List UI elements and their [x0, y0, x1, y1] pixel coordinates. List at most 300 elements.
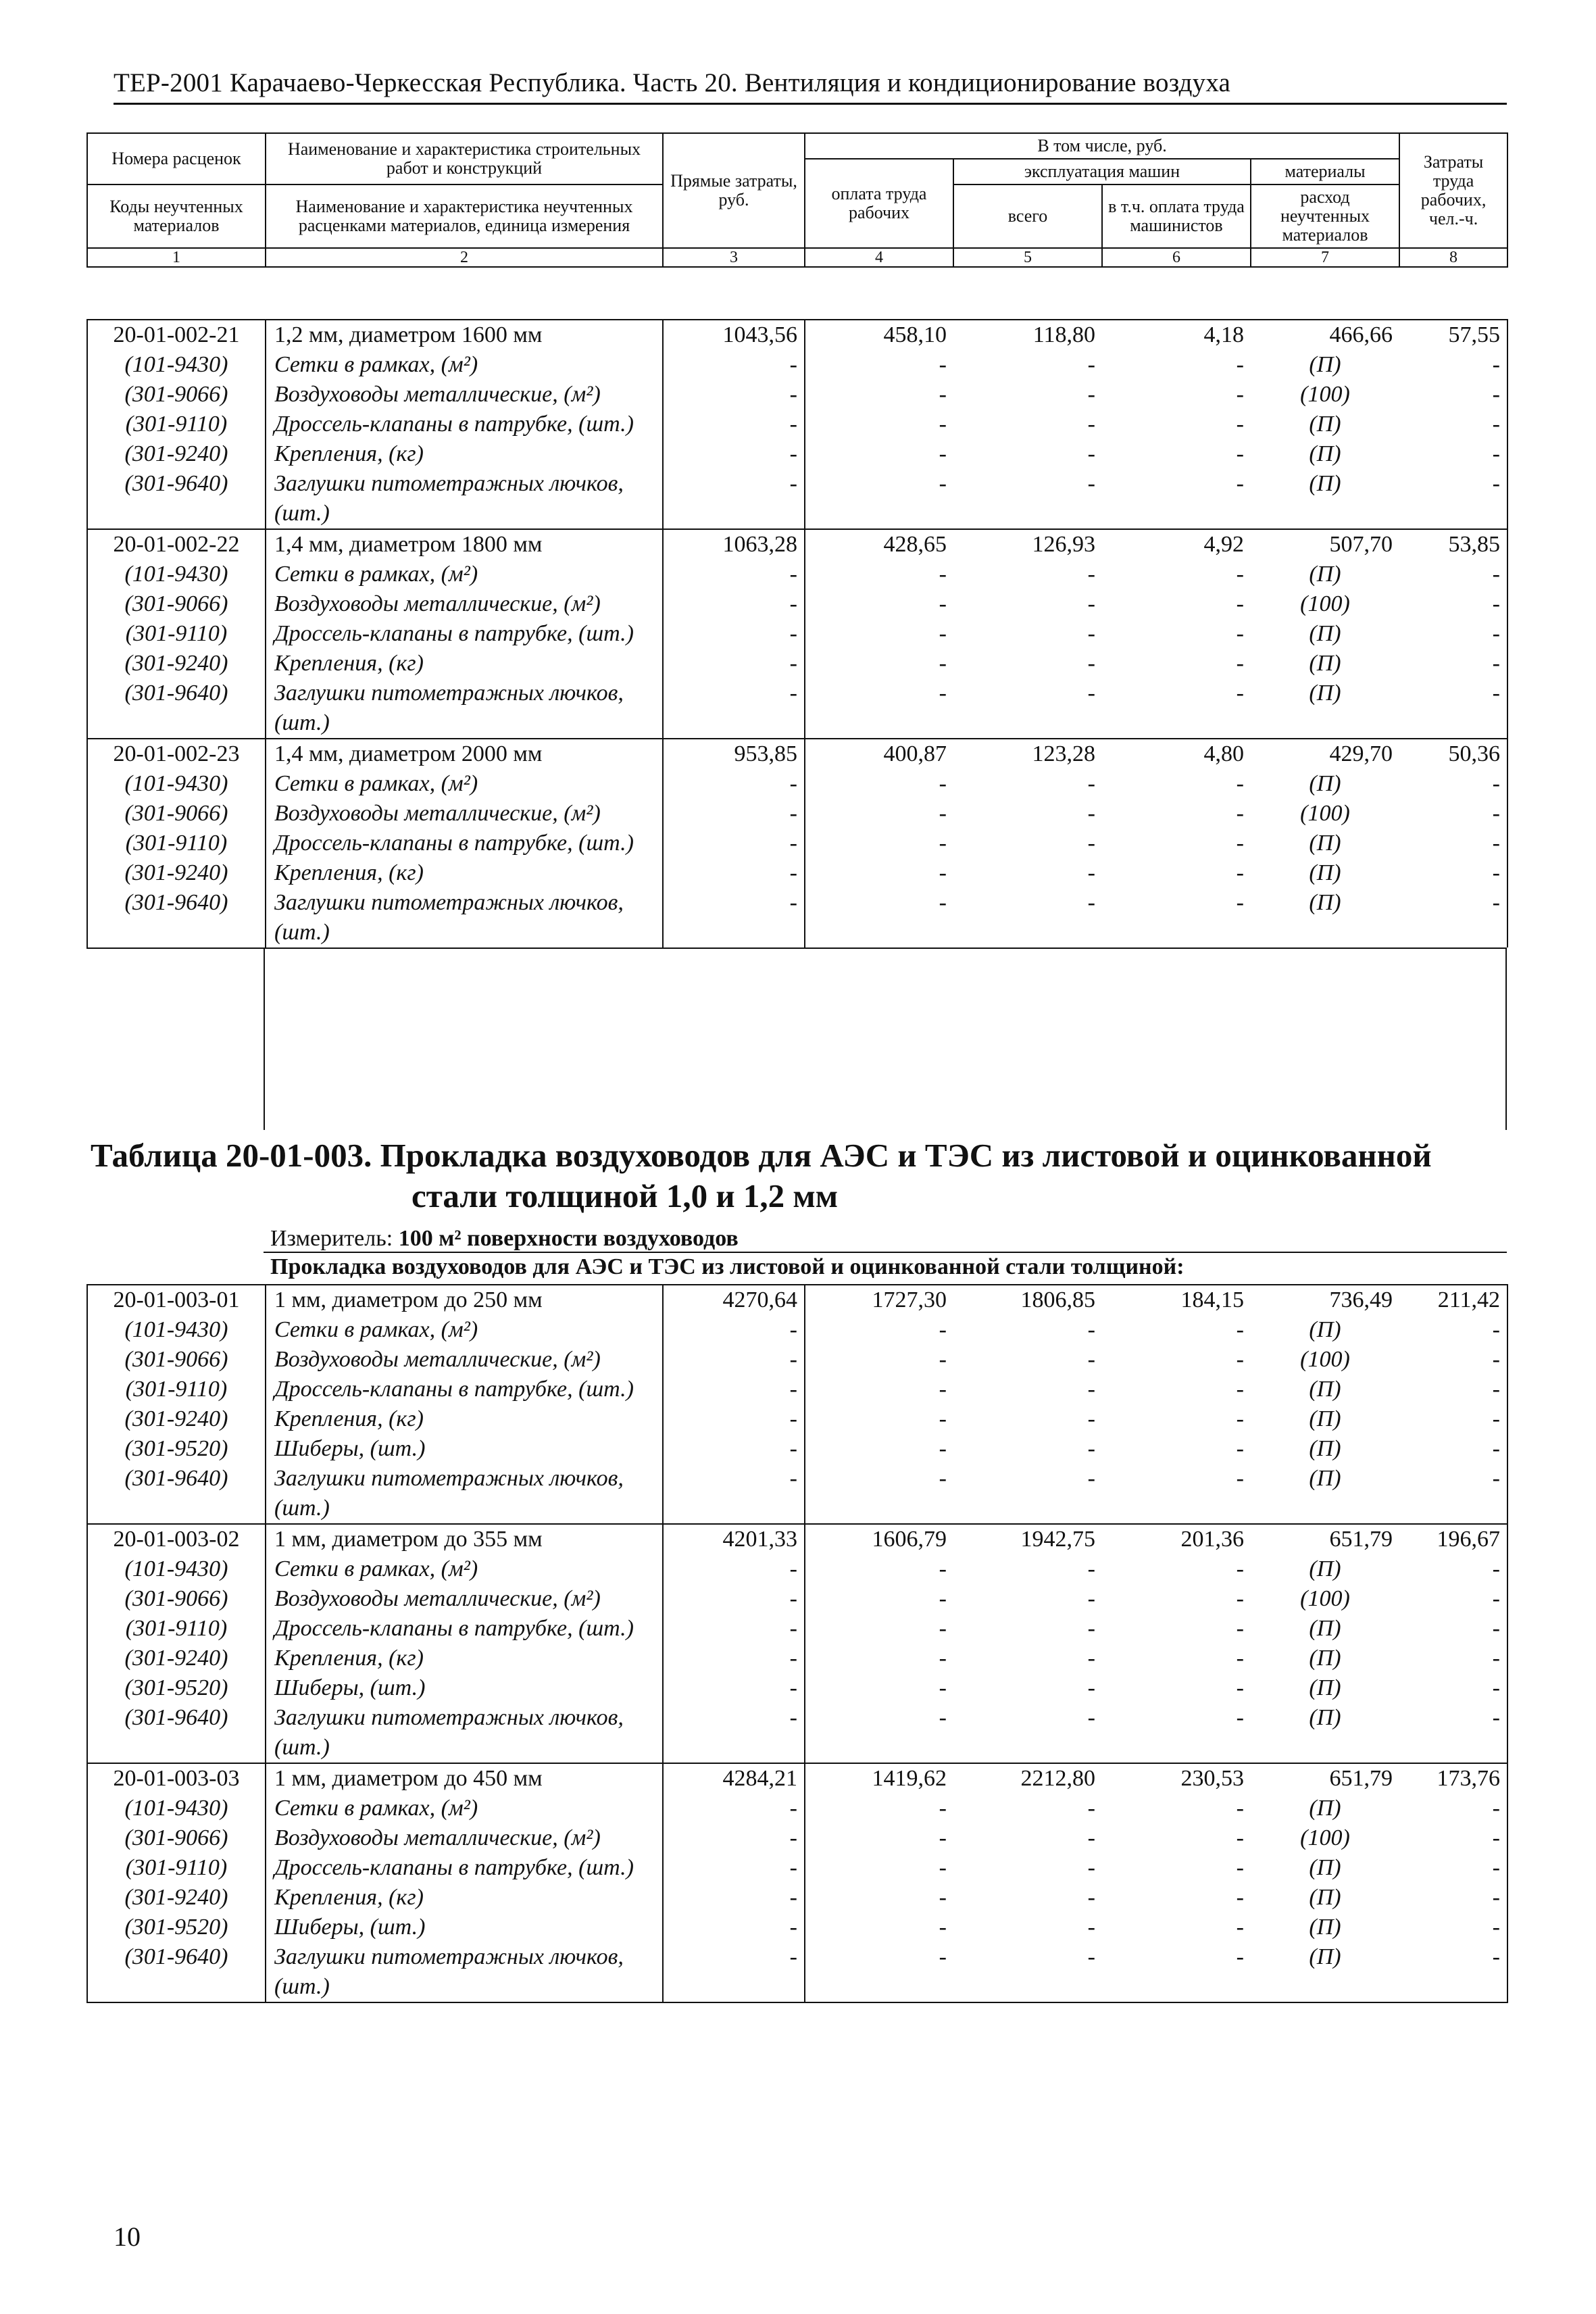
dash: - [1087, 382, 1095, 407]
material-code: (301-9640) [87, 888, 266, 947]
header-machines-total: всего [953, 184, 1102, 248]
dash: - [663, 1853, 805, 1883]
material-code: (301-9110) [87, 1614, 266, 1644]
material-consumption: (П) [1309, 1556, 1341, 1581]
material-row [87, 858, 1507, 888]
dash: - [939, 890, 947, 915]
dash: - [953, 1942, 1102, 2002]
material-row [87, 1614, 1507, 1644]
material-code: (101-9430) [87, 350, 266, 380]
dash: - [939, 1436, 947, 1461]
dash: - [663, 1823, 805, 1853]
material-code: (101-9430) [87, 1315, 266, 1345]
material-name: Заглушки питометражных лючков, (шт.) [266, 1464, 663, 1524]
table-frame-rule [1505, 947, 1507, 1130]
dash: - [805, 1942, 953, 2002]
dash: - [1399, 1673, 1507, 1703]
rate-name: 1 мм, диаметром до 355 мм [266, 1524, 663, 1554]
material-name: Воздуховоды металлические, (м²) [266, 799, 663, 829]
direct-costs: 1063,28 [663, 529, 805, 560]
machinist-pay: 4,80 [1102, 739, 1251, 769]
dash: - [663, 1375, 805, 1404]
dash: - [939, 801, 947, 826]
dash: - [1236, 1406, 1244, 1431]
direct-costs: 953,85 [663, 739, 805, 769]
dash: - [663, 799, 805, 829]
section-rule [264, 1252, 1507, 1253]
machinist-pay: 4,92 [1102, 529, 1251, 560]
direct-costs: 4270,64 [663, 1285, 805, 1315]
dash: - [1236, 591, 1244, 616]
labor-pay: 458,10 [805, 320, 953, 350]
material-row [87, 1823, 1507, 1853]
material-name: Шиберы, (шт.) [266, 1913, 663, 1942]
dash: - [663, 1673, 805, 1703]
material-consumption: (П) [1309, 1646, 1341, 1671]
dash: - [663, 858, 805, 888]
rate-code: 20-01-002-22 [87, 529, 266, 560]
dash: - [663, 1315, 805, 1345]
material-name: Крепления, (кг) [266, 649, 663, 679]
material-consumption: (П) [1309, 441, 1341, 466]
dash: - [663, 1614, 805, 1644]
dash: - [1236, 441, 1244, 466]
labor-hours: 57,55 [1399, 320, 1507, 350]
dash: - [1399, 410, 1507, 439]
material-row [87, 799, 1507, 829]
dash: - [1236, 1825, 1244, 1850]
rates-table-top [86, 319, 1508, 947]
material-code: (301-9066) [87, 1345, 266, 1375]
material-name: Воздуховоды металлические, (м²) [266, 589, 663, 619]
material-consumption: (П) [1309, 651, 1341, 676]
dash: - [1087, 562, 1095, 587]
material-consumption: (П) [1309, 1466, 1341, 1491]
material-name: Шиберы, (шт.) [266, 1673, 663, 1703]
dash: - [1087, 1347, 1095, 1372]
rate-code: 20-01-003-02 [87, 1524, 266, 1554]
dash: - [1399, 1404, 1507, 1434]
material-name: Шиберы, (шт.) [266, 1434, 663, 1464]
dash: - [939, 441, 947, 466]
dash: - [1399, 1434, 1507, 1464]
dash: - [663, 560, 805, 589]
material-row [87, 1673, 1507, 1703]
table-header [86, 132, 1508, 268]
dash: - [939, 651, 947, 676]
material-consumption: (100) [1300, 801, 1350, 826]
rate-code: 20-01-003-03 [87, 1763, 266, 1794]
dash: - [1087, 681, 1095, 706]
material-name: Дроссель-клапаны в патрубке, (шт.) [266, 1375, 663, 1404]
dash: - [1087, 890, 1095, 915]
dash: - [663, 888, 805, 947]
material-row [87, 1644, 1507, 1673]
dash: - [939, 352, 947, 377]
dash: - [1236, 860, 1244, 885]
materials-cost: 507,70 [1251, 529, 1399, 560]
dash: - [939, 771, 947, 796]
material-code: (301-9520) [87, 1434, 266, 1464]
material-row [87, 1584, 1507, 1614]
material-code: (301-9110) [87, 1375, 266, 1404]
meter-line [270, 1226, 739, 1252]
dash: - [1236, 1796, 1244, 1821]
material-consumption: (П) [1309, 1705, 1341, 1730]
material-code: (301-9240) [87, 1644, 266, 1673]
dash: - [939, 382, 947, 407]
dash: - [663, 1794, 805, 1823]
material-name: Воздуховоды металлические, (м²) [266, 1584, 663, 1614]
dash: - [1087, 1646, 1095, 1671]
material-name: Крепления, (кг) [266, 1644, 663, 1673]
material-code: (301-9640) [87, 1942, 266, 2002]
dash: - [663, 410, 805, 439]
machines-total: 2212,80 [953, 1763, 1102, 1794]
dash: - [1236, 831, 1244, 856]
dash: - [939, 1675, 947, 1700]
dash: - [1236, 382, 1244, 407]
material-consumption: (П) [1251, 1942, 1399, 2002]
dash: - [939, 1616, 947, 1641]
material-code: (301-9110) [87, 619, 266, 649]
dash: - [1087, 1915, 1095, 1940]
machinist-pay: 4,18 [1102, 320, 1251, 350]
dash: - [1236, 471, 1244, 496]
dash: - [1399, 858, 1507, 888]
rate-name: 1,4 мм, диаметром 1800 мм [266, 529, 663, 560]
materials-cost: 651,79 [1251, 1524, 1399, 1554]
dash: - [1399, 1315, 1507, 1345]
material-row [87, 1315, 1507, 1345]
table-frame-rule [86, 947, 1507, 949]
material-code: (101-9430) [87, 1554, 266, 1584]
header-number: 7 [1251, 248, 1399, 267]
dash: - [663, 1883, 805, 1913]
dash: - [1087, 1825, 1095, 1850]
dash: - [663, 469, 805, 529]
dash: - [663, 1703, 805, 1763]
material-row [87, 829, 1507, 858]
dash: - [939, 1406, 947, 1431]
dash: - [1399, 1644, 1507, 1673]
rate-row [87, 1524, 1507, 1554]
material-code: (301-9640) [87, 469, 266, 529]
dash: - [1399, 350, 1507, 380]
material-consumption: (П) [1309, 1317, 1341, 1342]
material-code: (301-9520) [87, 1913, 266, 1942]
dash: - [663, 1434, 805, 1464]
material-row [87, 560, 1507, 589]
dash: - [1087, 412, 1095, 437]
dash: - [1236, 1347, 1244, 1372]
dash: - [1236, 1675, 1244, 1700]
dash: - [1399, 1345, 1507, 1375]
dash: - [1399, 888, 1507, 947]
machines-total: 1806,85 [953, 1285, 1102, 1315]
dash: - [1087, 471, 1095, 496]
dash: - [939, 1646, 947, 1671]
dash: - [939, 1556, 947, 1581]
material-code: (301-9066) [87, 1823, 266, 1853]
dash: - [1236, 1436, 1244, 1461]
material-consumption: (100) [1300, 591, 1350, 616]
dash: - [1236, 1556, 1244, 1581]
material-consumption: (П) [1309, 771, 1341, 796]
header-machinist-pay: в т.ч. оплата труда машинистов [1102, 184, 1251, 248]
labor-pay: 1419,62 [805, 1763, 953, 1794]
dash: - [1236, 890, 1244, 915]
material-name: Заглушки питометражных лючков, (шт.) [266, 888, 663, 947]
dash: - [1236, 651, 1244, 676]
material-name: Заглушки питометражных лючков, (шт.) [266, 679, 663, 739]
material-row [87, 1853, 1507, 1883]
rate-code: 20-01-002-23 [87, 739, 266, 769]
dash: - [663, 1584, 805, 1614]
header-direct-costs: Прямые затраты, руб. [663, 133, 805, 248]
material-row [87, 1375, 1507, 1404]
running-head: ТЕР-2001 Карачаево-Черкесская Республика. Часть 20. Вентиляция и кондиционирование воздуха [114, 68, 1231, 97]
rate-row [87, 1763, 1507, 1794]
dash: - [1399, 829, 1507, 858]
material-row [87, 439, 1507, 469]
rate-row [87, 320, 1507, 350]
dash: - [663, 1913, 805, 1942]
machines-total: 123,28 [953, 739, 1102, 769]
material-code: (301-9240) [87, 439, 266, 469]
dash: - [939, 831, 947, 856]
material-row [87, 1554, 1507, 1584]
material-code: (301-9066) [87, 799, 266, 829]
labor-hours: 53,85 [1399, 529, 1507, 560]
dash: - [663, 1464, 805, 1524]
dash: - [1236, 771, 1244, 796]
machinist-pay: 184,15 [1102, 1285, 1251, 1315]
material-name: Крепления, (кг) [266, 439, 663, 469]
dash: - [1087, 1586, 1095, 1611]
dash: - [1236, 352, 1244, 377]
material-row [87, 1913, 1507, 1942]
dash: - [939, 591, 947, 616]
header-number: 6 [1102, 248, 1251, 267]
dash: - [1399, 769, 1507, 799]
material-consumption: (П) [1309, 412, 1341, 437]
header-number: 1 [87, 248, 266, 267]
material-row [87, 1345, 1507, 1375]
dash: - [663, 1404, 805, 1434]
material-row [87, 888, 1507, 947]
dash: - [1399, 1554, 1507, 1584]
material-row [87, 350, 1507, 380]
material-consumption: (П) [1309, 1885, 1341, 1910]
material-row [87, 1703, 1507, 1763]
dash: - [1399, 649, 1507, 679]
material-name: Воздуховоды металлические, (м²) [266, 1345, 663, 1375]
header-number: 3 [663, 248, 805, 267]
material-name: Сетки в рамках, (м²) [266, 1794, 663, 1823]
material-code: (301-9066) [87, 380, 266, 410]
material-code: (301-9240) [87, 1404, 266, 1434]
header-number: 5 [953, 248, 1102, 267]
dash: - [1087, 1317, 1095, 1342]
dash: - [1399, 380, 1507, 410]
dash: - [1236, 1855, 1244, 1880]
dash: - [663, 1345, 805, 1375]
rate-row [87, 739, 1507, 769]
material-code: (301-9240) [87, 858, 266, 888]
dash: - [663, 439, 805, 469]
dash: - [663, 649, 805, 679]
material-row [87, 769, 1507, 799]
material-row [87, 619, 1507, 649]
machinist-pay: 201,36 [1102, 1524, 1251, 1554]
material-row [87, 469, 1507, 529]
labor-pay: 1727,30 [805, 1285, 953, 1315]
labor-hours: 173,76 [1399, 1763, 1507, 1794]
dash: - [1399, 1883, 1507, 1913]
labor-pay: 400,87 [805, 739, 953, 769]
rate-name: 1 мм, диаметром до 450 мм [266, 1763, 663, 1794]
materials-cost: 429,70 [1251, 739, 1399, 769]
dash: - [1236, 1466, 1244, 1491]
material-code: (301-9066) [87, 589, 266, 619]
dash: - [1399, 1794, 1507, 1823]
dash: - [1399, 439, 1507, 469]
dash: - [1087, 831, 1095, 856]
rates-table-bottom [86, 1284, 1508, 2003]
dash: - [1236, 1616, 1244, 1641]
dash: - [939, 1885, 947, 1910]
dash: - [939, 1796, 947, 1821]
dash: - [663, 589, 805, 619]
dash: - [1399, 1913, 1507, 1942]
material-row [87, 410, 1507, 439]
dash: - [1087, 1436, 1095, 1461]
dash: - [1399, 1853, 1507, 1883]
table-frame-rule [264, 947, 265, 1130]
dash: - [1399, 560, 1507, 589]
meter-label: Измеритель: [270, 1226, 399, 1251]
dash: - [1087, 1466, 1095, 1491]
header-material-names: Наименование и характеристика неучтенных расценками материалов, единица измерения [266, 184, 663, 248]
dash: - [1087, 1855, 1095, 1880]
dash: - [1102, 1942, 1251, 2002]
material-code: (301-9240) [87, 649, 266, 679]
material-code: (301-9066) [87, 1584, 266, 1614]
dash: - [1087, 352, 1095, 377]
rate-code: 20-01-002-21 [87, 320, 266, 350]
dash: - [1399, 619, 1507, 649]
dash: - [939, 1705, 947, 1730]
dash: - [1236, 1586, 1244, 1611]
material-name: Дроссель-клапаны в патрубке, (шт.) [266, 1614, 663, 1644]
dash: - [1399, 1942, 1507, 2002]
dash: - [939, 621, 947, 646]
dash: - [1399, 1823, 1507, 1853]
dash: - [1399, 469, 1507, 529]
dash: - [1236, 1705, 1244, 1730]
material-consumption: (П) [1309, 1796, 1341, 1821]
dash: - [1236, 1915, 1244, 1940]
direct-costs: 1043,56 [663, 320, 805, 350]
dash: - [1087, 1675, 1095, 1700]
material-code: (301-9110) [87, 829, 266, 858]
material-code: (101-9430) [87, 560, 266, 589]
machines-total: 118,80 [953, 320, 1102, 350]
header-including: В том числе, руб. [805, 133, 1399, 159]
dash: - [663, 380, 805, 410]
material-row [87, 1794, 1507, 1823]
dash: - [1087, 1796, 1095, 1821]
material-consumption: (П) [1309, 471, 1341, 496]
header-number: 8 [1399, 248, 1507, 267]
materials-cost: 651,79 [1251, 1763, 1399, 1794]
material-consumption: (П) [1309, 1855, 1341, 1880]
dash: - [939, 1347, 947, 1372]
material-consumption: (П) [1309, 352, 1341, 377]
dash: - [1399, 799, 1507, 829]
dash: - [1399, 679, 1507, 739]
dash: - [663, 619, 805, 649]
dash: - [1087, 1705, 1095, 1730]
dash: - [1087, 771, 1095, 796]
material-consumption: (П) [1309, 890, 1341, 915]
material-code: (301-9640) [87, 679, 266, 739]
material-name: Сетки в рамках, (м²) [266, 1554, 663, 1584]
dash: - [939, 1466, 947, 1491]
dash: - [939, 562, 947, 587]
material-code: (301-9640) [87, 1703, 266, 1763]
dash: - [1087, 651, 1095, 676]
direct-costs: 4284,21 [663, 1763, 805, 1794]
machinist-pay: 230,53 [1102, 1763, 1251, 1794]
header-unaccounted-materials: расход неучтенных материалов [1251, 184, 1399, 248]
material-name: Сетки в рамках, (м²) [266, 560, 663, 589]
material-name: Дроссель-клапаны в патрубке, (шт.) [266, 410, 663, 439]
labor-pay: 1606,79 [805, 1524, 953, 1554]
dash: - [939, 412, 947, 437]
material-name: Сетки в рамках, (м²) [266, 1315, 663, 1345]
header-number: 2 [266, 248, 663, 267]
material-code: (301-9240) [87, 1883, 266, 1913]
dash: - [1236, 1317, 1244, 1342]
material-name: Заглушки питометражных лючков, (шт.) [266, 1703, 663, 1763]
labor-hours: 211,42 [1399, 1285, 1507, 1315]
material-consumption: (П) [1309, 831, 1341, 856]
header-material-codes: Коды неучтенных материалов [87, 184, 266, 248]
direct-costs: 4201,33 [663, 1524, 805, 1554]
dash: - [939, 1825, 947, 1850]
dash: - [1236, 1377, 1244, 1402]
material-code: (101-9430) [87, 769, 266, 799]
dash: - [939, 1377, 947, 1402]
rate-name: 1 мм, диаметром до 250 мм [266, 1285, 663, 1315]
labor-hours: 50,36 [1399, 739, 1507, 769]
dash: - [1236, 621, 1244, 646]
dash: - [1399, 589, 1507, 619]
labor-pay: 428,65 [805, 529, 953, 560]
material-name: Воздуховоды металлические, (м²) [266, 380, 663, 410]
dash: - [1087, 621, 1095, 646]
dash: - [1236, 801, 1244, 826]
material-row [87, 649, 1507, 679]
header-materials: материалы [1251, 159, 1399, 184]
material-row [87, 1434, 1507, 1464]
rate-name: 1,2 мм, диаметром 1600 мм [266, 320, 663, 350]
rate-name: 1,4 мм, диаметром 2000 мм [266, 739, 663, 769]
material-code: (301-9520) [87, 1673, 266, 1703]
dash: - [1399, 1375, 1507, 1404]
